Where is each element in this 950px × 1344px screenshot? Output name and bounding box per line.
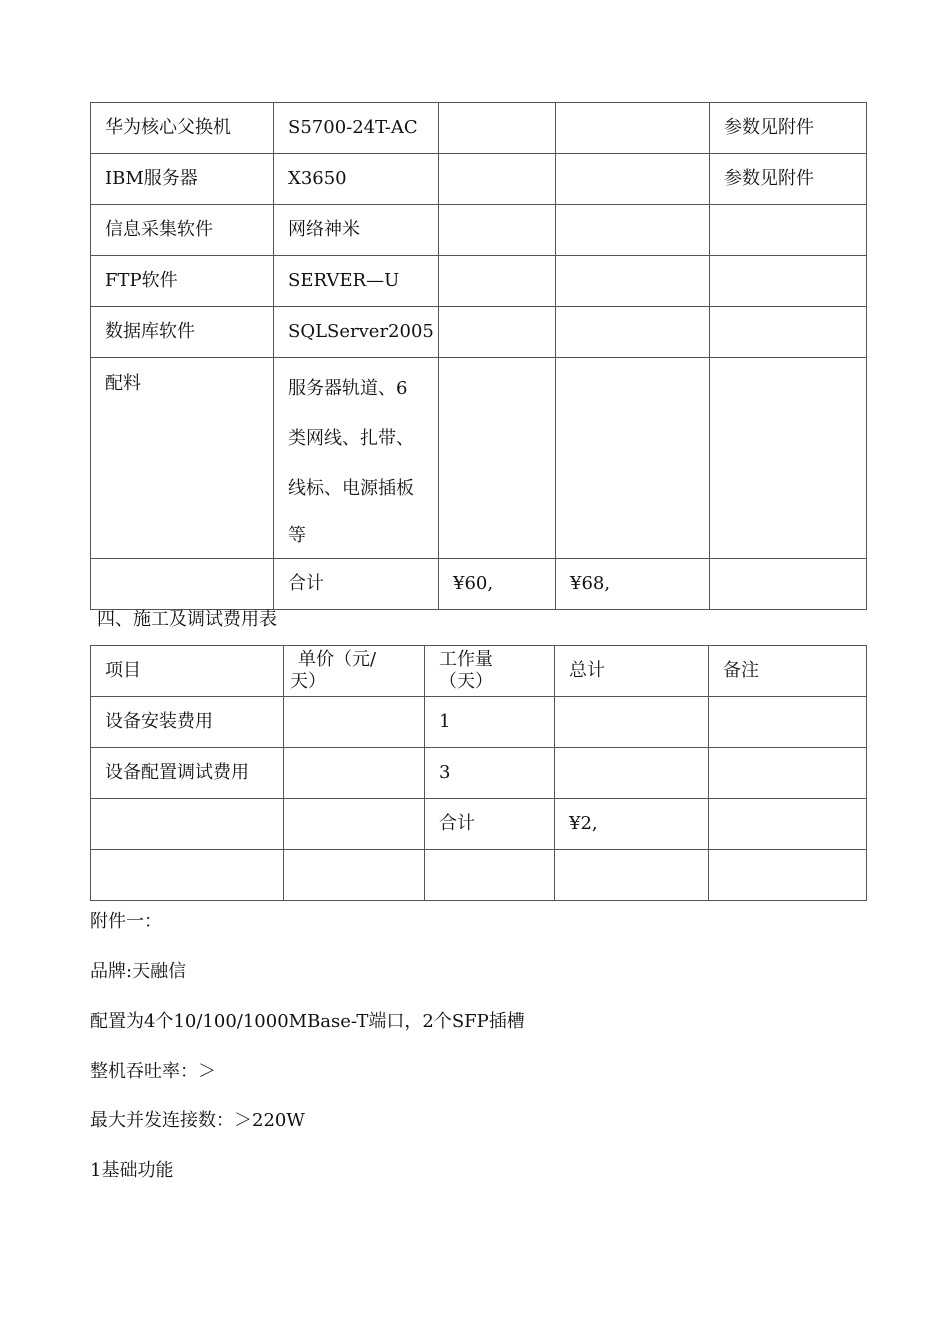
cost-note xyxy=(709,748,867,799)
attachment-throughput: 整机吞吐率：＞ xyxy=(90,1061,216,1082)
equipment-name: FTP软件 xyxy=(91,256,274,307)
header-total: 总计 xyxy=(555,646,709,697)
cost-note xyxy=(709,850,867,901)
attachment-config: 配置为4个10/100/1000MBase-T端口，2个SFP插槽 xyxy=(90,1011,525,1032)
cost-total xyxy=(555,850,709,901)
equipment-name: 配料 xyxy=(91,358,274,559)
header-item: 项目 xyxy=(91,646,284,697)
table-row xyxy=(91,307,867,358)
cost-unit-price xyxy=(284,748,425,799)
table-row xyxy=(91,103,867,154)
equipment-price xyxy=(439,154,556,205)
cost-item xyxy=(91,850,284,901)
accessory-line: 线标、电源插板 xyxy=(288,478,414,499)
header-unit-price-line: 单价（元/ xyxy=(298,649,377,670)
sum-total: ¥2, xyxy=(555,799,709,850)
equipment-name xyxy=(91,559,274,610)
header-workload xyxy=(425,646,555,697)
attachment-brand: 品牌:天融信 xyxy=(90,961,187,982)
equipment-total xyxy=(556,358,710,559)
equipment-total xyxy=(556,256,710,307)
equipment-model: X3650 xyxy=(274,154,439,205)
equipment-table xyxy=(90,102,867,610)
equipment-note xyxy=(710,358,867,559)
cost-note xyxy=(709,799,867,850)
equipment-total xyxy=(556,307,710,358)
equipment-note: 参数见附件 xyxy=(710,103,867,154)
table-row-sum xyxy=(91,559,867,610)
sum-label: 合计 xyxy=(274,559,439,610)
cost-workload xyxy=(425,850,555,901)
cost-total xyxy=(555,697,709,748)
table-row xyxy=(91,154,867,205)
header-workload-line: （天） xyxy=(439,671,493,692)
sum-total: ¥68, xyxy=(556,559,710,610)
equipment-name: 数据库软件 xyxy=(91,307,274,358)
table-row xyxy=(91,358,867,559)
equipment-price xyxy=(439,358,556,559)
equipment-note xyxy=(710,559,867,610)
cost-unit-price xyxy=(284,850,425,901)
equipment-model: 网络神米 xyxy=(274,205,439,256)
table-row xyxy=(91,748,867,799)
header-unit-price xyxy=(284,646,425,697)
equipment-model: SQLServer2005 xyxy=(274,307,439,358)
accessory-line: 服务器轨道、6 xyxy=(288,378,408,399)
attachment-title: 附件一： xyxy=(90,911,162,932)
attachment-max-connections: 最大并发连接数：＞220W xyxy=(90,1110,305,1131)
equipment-name: IBM服务器 xyxy=(91,154,274,205)
accessory-line: 等 xyxy=(288,525,306,546)
cost-workload: 3 xyxy=(425,748,555,799)
equipment-total xyxy=(556,103,710,154)
equipment-name: 信息采集软件 xyxy=(91,205,274,256)
sum-price: ¥60, xyxy=(439,559,556,610)
cost-unit-price xyxy=(284,697,425,748)
attachment-basic-functions: 1基础功能 xyxy=(90,1160,174,1181)
cost-unit-price xyxy=(284,799,425,850)
table-row xyxy=(91,697,867,748)
equipment-price xyxy=(439,205,556,256)
equipment-note xyxy=(710,256,867,307)
cost-workload: 1 xyxy=(425,697,555,748)
header-note: 备注 xyxy=(709,646,867,697)
table-row-empty xyxy=(91,850,867,901)
equipment-model: S5700-24T-AC xyxy=(274,103,439,154)
equipment-note: 参数见附件 xyxy=(710,154,867,205)
cost-item: 设备配置调试费用 xyxy=(91,748,284,799)
equipment-price xyxy=(439,256,556,307)
table-header-row xyxy=(91,646,867,697)
header-unit-price-line: 天） xyxy=(290,671,326,692)
cost-note xyxy=(709,697,867,748)
equipment-total xyxy=(556,154,710,205)
cost-item xyxy=(91,799,284,850)
equipment-name: 华为核心父换机 xyxy=(91,103,274,154)
cost-item: 设备安装费用 xyxy=(91,697,284,748)
table-row xyxy=(91,256,867,307)
equipment-note xyxy=(710,307,867,358)
section-heading: 四、施工及调试费用表 xyxy=(97,609,277,630)
table-row-sum xyxy=(91,799,867,850)
equipment-total xyxy=(556,205,710,256)
equipment-price xyxy=(439,307,556,358)
equipment-price xyxy=(439,103,556,154)
cost-table xyxy=(90,645,867,901)
equipment-model xyxy=(274,358,439,559)
equipment-note xyxy=(710,205,867,256)
table-row xyxy=(91,205,867,256)
sum-label: 合计 xyxy=(425,799,555,850)
cost-total xyxy=(555,748,709,799)
header-workload-line: 工作量 xyxy=(439,649,493,670)
equipment-model: SERVER—U xyxy=(274,256,439,307)
accessory-line: 类网线、扎带、 xyxy=(288,428,414,449)
